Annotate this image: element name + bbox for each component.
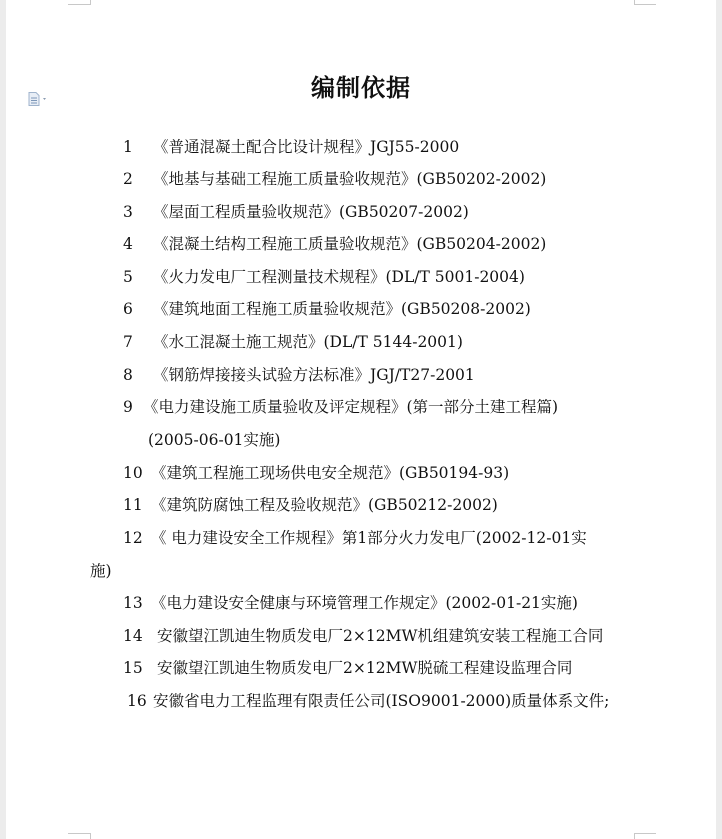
crop-mark-bottom-right — [634, 833, 656, 834]
page-margin-right — [716, 0, 722, 839]
list-item: 5 《火力发电厂工程测量技术规程》(DL/T 5001-2004) — [123, 268, 525, 286]
list-item-continuation: 施) — [90, 562, 112, 580]
list-item: 15 安徽望江凯迪生物质发电厂2×12MW脱硫工程建设监理合同 — [123, 659, 573, 677]
list-item: 14 安徽望江凯迪生物质发电厂2×12MW机组建筑安装工程施工合同 — [123, 627, 604, 645]
list-item: 9 《电力建设施工质量验收及评定规程》(第一部分土建工程篇) — [123, 398, 559, 416]
list-item-continuation: (2005-06-01实施) — [148, 431, 281, 449]
list-item: 3 《屋面工程质量验收规范》(GB50207-2002) — [123, 203, 469, 221]
list-item: 11 《建筑防腐蚀工程及验收规范》(GB50212-2002) — [123, 496, 498, 514]
crop-mark-top-left — [90, 0, 91, 5]
list-item: 7 《水工混凝土施工规范》(DL/T 5144-2001) — [123, 333, 463, 351]
list-item: 12 《 电力建设安全工作规程》第1部分火力发电厂(2002-12-01实 — [123, 529, 587, 547]
crop-mark-top-left — [68, 4, 90, 5]
list-item: 16 安徽省电力工程监理有限责任公司(ISO9001-2000)质量体系文件; — [127, 692, 610, 710]
crop-mark-top-right — [634, 0, 635, 5]
list-item: 10 《建筑工程施工现场供电安全规范》(GB50194-93) — [123, 464, 510, 482]
list-item: 8 《钢筋焊接接头试验方法标准》JGJ/T27-2001 — [123, 366, 475, 384]
list-item: 13 《电力建设安全健康与环境管理工作规定》(2002-01-21实施) — [123, 594, 578, 612]
page-margin-left — [0, 0, 6, 839]
list-item: 2 《地基与基础工程施工质量验收规范》(GB50202-2002) — [123, 170, 547, 188]
list-item: 6 《建筑地面工程施工质量验收规范》(GB50208-2002) — [123, 300, 531, 318]
crop-mark-bottom-left — [68, 833, 90, 834]
list-item: 4 《混凝土结构工程施工质量验收规范》(GB50204-2002) — [123, 235, 547, 253]
crop-mark-bottom-right — [634, 833, 635, 839]
crop-mark-bottom-left — [90, 833, 91, 839]
list-item: 1 《普通混凝土配合比设计规程》JGJ55-2000 — [123, 138, 460, 156]
document-title: 编制依据 — [311, 74, 411, 102]
crop-mark-top-right — [634, 4, 656, 5]
